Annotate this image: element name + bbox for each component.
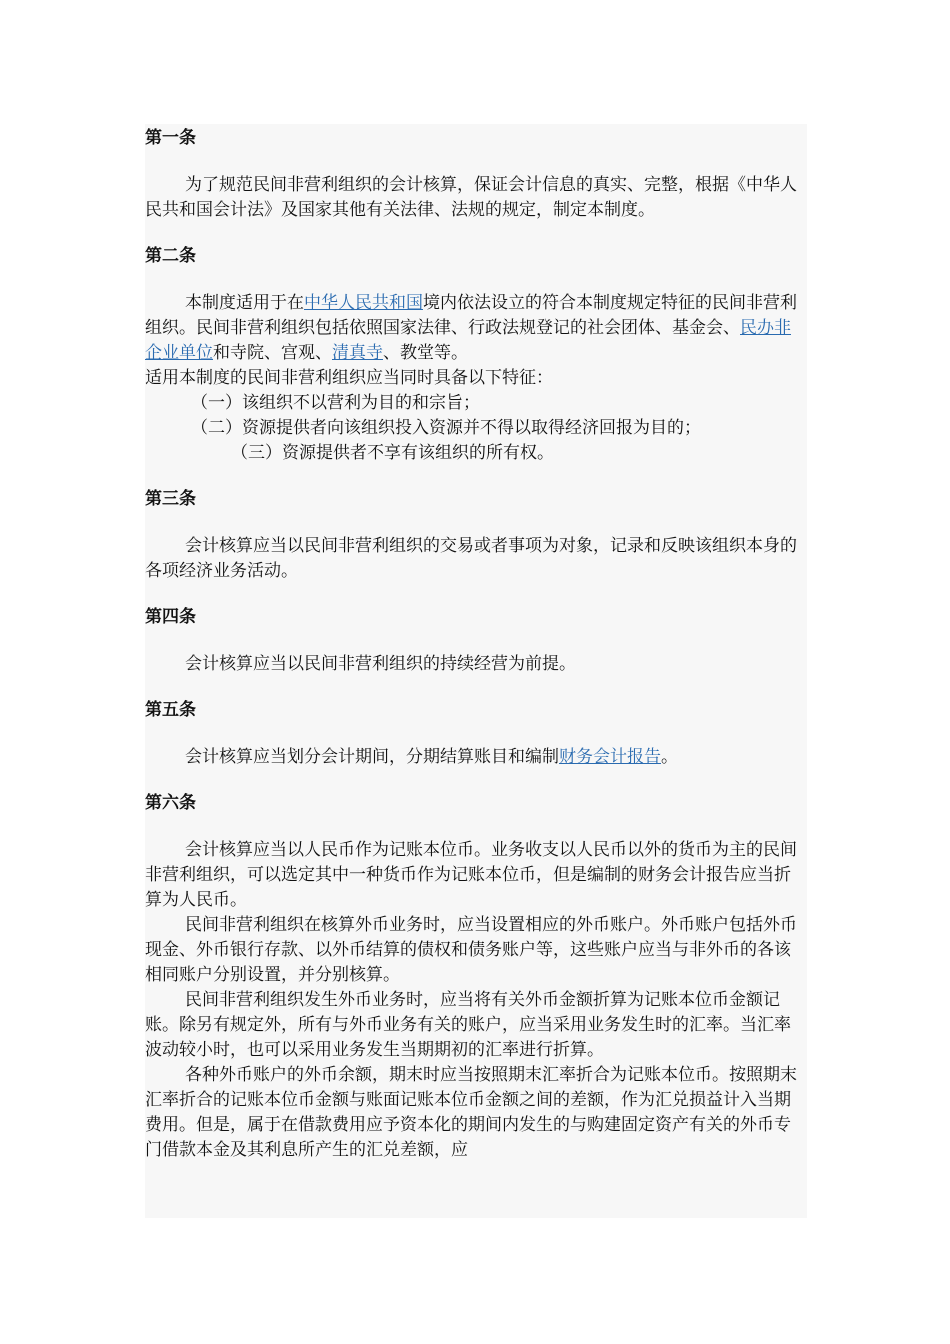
article-6-heading: 第六条 <box>145 793 196 813</box>
article-5-paragraph <box>145 745 807 770</box>
article-3-heading: 第三条 <box>145 489 196 509</box>
article-5-heading: 第五条 <box>145 700 196 720</box>
article-2-text-d: 、教堂等。 <box>383 343 468 363</box>
link-mosque[interactable]: 清真寺 <box>332 343 383 363</box>
article-5-text-b: 。 <box>661 747 678 767</box>
article-2-item-1: （一）该组织不以营利为目的和宗旨； <box>191 393 480 413</box>
article-6-paragraph-1: 会计核算应当以人民币作为记账本位币。业务收支以人民币以外的货币为主的民间非营利组织，可以选定其中一种货币作为记账本位币，但是编制的财务会计报告应当折算为人民币。 <box>145 840 797 910</box>
article-6-paragraph-4: 各种外币账户的外币余额，期末时应当按照期末汇率折合为记账本位币。按照期末汇率折合的记账本位币金额与账面记账本位币金额之间的差额，作为汇兑损益计入当期费用。但是，属于在借款费用应予资本化的期间内发生的与购建固定资产有关的外币专门借款本金及其利息所产生的汇兑差额，应 <box>145 1065 797 1160</box>
article-2-paragraph <box>145 291 807 366</box>
article-2-text-c: 和寺院、宫观、 <box>213 343 332 363</box>
link-financial-report[interactable]: 财务会计报告 <box>559 747 661 767</box>
article-3-paragraph: 会计核算应当以民间非营利组织的交易或者事项为对象，记录和反映该组织本身的各项经济业务活动。 <box>145 536 797 581</box>
article-2-text-b: 境内依法设立的符合本制度规定特征的民间非营利组织。民间非营利组织包括依照国家法律、行政法规登记的社会团体、基金会、 <box>145 293 797 338</box>
article-2-heading: 第二条 <box>145 246 196 266</box>
article-6-paragraph-3: 民间非营利组织发生外币业务时，应当将有关外币金额折算为记账本位币金额记账。除另有规定外，所有与外币业务有关的账户，应当采用业务发生时的汇率。当汇率波动较小时，也可以采用业务发生当期期初的汇率进行折算。 <box>145 990 791 1060</box>
link-private-non-enterprise[interactable]: 民办非企业单位 <box>145 318 791 363</box>
article-1-heading: 第一条 <box>145 128 196 148</box>
article-2-item-3: （三）资源提供者不享有该组织的所有权。 <box>231 443 554 463</box>
article-2-item-2: （二）资源提供者向该组织投入资源并不得以取得经济回报为目的； <box>191 418 701 438</box>
article-6-paragraph-2: 民间非营利组织在核算外币业务时，应当设置相应的外币账户。外币账户包括外币现金、外币银行存款、以外币结算的债权和债务账户等，这些账户应当与非外币的各该相同账户分别设置，并分别核算。 <box>145 915 797 985</box>
article-5-text-a: 会计核算应当划分会计期间，分期结算账目和编制 <box>185 747 559 767</box>
article-2-text-a: 本制度适用于在 <box>185 293 304 313</box>
article-1-paragraph: 为了规范民间非营利组织的会计核算，保证会计信息的真实、完整，根据《中华人民共和国会计法》及国家其他有关法律、法规的规定，制定本制度。 <box>145 175 797 220</box>
link-prc[interactable]: 中华人民共和国 <box>304 293 423 313</box>
article-4-heading: 第四条 <box>145 607 196 627</box>
article-2-features-intro: 适用本制度的民间非营利组织应当同时具备以下特征： <box>145 368 553 388</box>
document-body <box>145 124 807 1218</box>
article-4-paragraph: 会计核算应当以民间非营利组织的持续经营为前提。 <box>185 654 576 674</box>
